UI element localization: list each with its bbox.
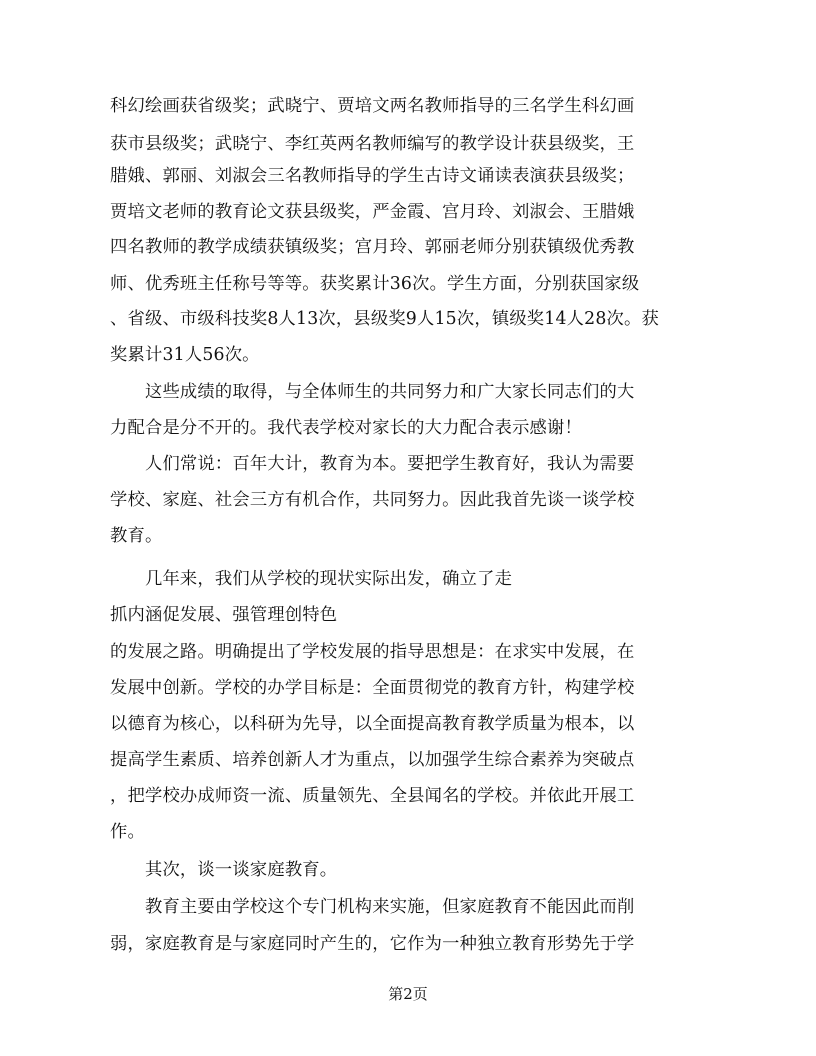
text-line: 教育主要由学校这个专门机构来实施，但家庭教育不能因此而削 [110, 897, 635, 917]
text-line: 腊娥、郭丽、刘淑会三名教师指导的学生古诗文诵读表演获县级奖； [110, 166, 635, 186]
text-line: 这些成绩的取得，与全体师生的共同努力和广大家长同志们的大 [110, 382, 635, 402]
page-number: 第2页 [388, 985, 428, 1003]
text-line: 力配合是分不开的。我代表学校对家长的大力配合表示感谢！ [110, 418, 582, 438]
text-line: 其次，谈一谈家庭教育。 [110, 860, 338, 880]
text-line: 以德育为核心，以科研为先导，以全面提高教育教学质量为根本，以 [110, 714, 635, 734]
text-line: 教育。 [110, 526, 163, 546]
text-line: 抓内涵促发展、强管理创特色 [110, 605, 338, 625]
text-line: 几年来，我们从学校的现状实际出发，确立了走 [110, 569, 513, 589]
text-line: 学校、家庭、社会三方有机合作，共同努力。因此我首先谈一谈学校 [110, 490, 635, 510]
text-line: 师、优秀班主任称号等等。获奖累计36次。学生方面，分别获国家级 [110, 274, 640, 294]
text-line: 奖累计31人56次。 [110, 345, 260, 365]
text-line: 人们常说：百年大计，教育为本。要把学生教育好，我认为需要 [110, 454, 635, 474]
text-line: 提高学生素质、培养创新人才为重点，以加强学生综合素养为突破点 [110, 750, 635, 770]
text-line: 作。 [110, 822, 145, 842]
text-line: 发展中创新。学校的办学目标是：全面贯彻党的教育方针，构建学校 [110, 678, 635, 698]
text-line: ，把学校办成师资一流、质量领先、全县闻名的学校。并依此开展工 [110, 786, 635, 806]
text-line: 的发展之路。明确提出了学校发展的指导思想是：在求实中发展，在 [110, 642, 635, 662]
text-line: 贾培文老师的教育论文获县级奖，严金霞、宫月玲、刘淑会、王腊娥 [110, 202, 635, 222]
text-line: 科幻绘画获省级奖；武晓宁、贾培文两名教师指导的三名学生科幻画 [110, 96, 635, 116]
text-line: 、省级、市级科技奖8人13次，县级奖9人15次，镇级奖14人28次。获 [110, 309, 659, 329]
text-line: 弱，家庭教育是与家庭同时产生的，它作为一种独立教育形势先于学 [110, 934, 635, 954]
text-line: 四名教师的教学成绩获镇级奖；宫月玲、郭丽老师分别获镇级优秀教 [110, 237, 635, 257]
text-line: 获市县级奖；武晓宁、李红英两名教师编写的教学设计获县级奖，王 [110, 134, 635, 154]
